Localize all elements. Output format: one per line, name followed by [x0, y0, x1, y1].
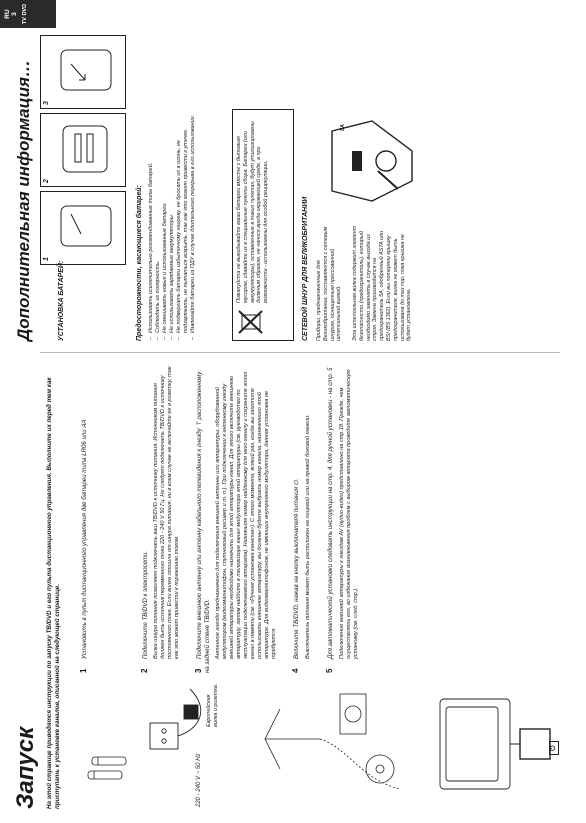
step-text: Подключите внешнюю антенну или антенну кабельного телевидения к гнезду ⊤ расположенному на задней стене TB/DVD. — [196, 371, 211, 673]
power-voltage-label: 220 - 240 V ~ 50 Hz — [196, 753, 202, 807]
remote-close-icon — [41, 36, 125, 108]
list-item: – Не использовать зарядаемые аккумуляторы. — [169, 103, 176, 333]
step-text: Установить в пульт дистанционного управления две батареи типа LR06 или AA — [81, 419, 88, 659]
page-title-start: Запуск — [12, 726, 39, 809]
step-5 — [326, 365, 360, 673]
intro-text: На этой странице приводятся инструкции по запуску TB/DVD и его пульта дистанционного управления. Выполните их перед тем как приступать к установке каналов, описанной на следующей странице. — [46, 377, 61, 809]
step-1 — [80, 365, 89, 673]
battery-step-number: 1 — [43, 257, 50, 261]
step-4 — [292, 365, 312, 673]
step-number: 4 — [291, 668, 301, 673]
uk-plug-icon — [312, 111, 422, 211]
step-subtext: Вилка шнура питания позволяет подключать ваш TB/DVD к источнику питания. Источником питания должен быть источник переменного тока 220 - 240 V 50 Гц. Не следует подключать TB/DVD к источнику постоянного тока. Если вилка отошла от шнура питания, ни в коем случае не включайте ее в розетку, так как это может привести к поражению током. — [153, 366, 181, 659]
list-item: – Не смешивать новые и использованные батареи. — [162, 103, 169, 333]
tab-page: 3 — [11, 12, 18, 16]
list-item: – Соблюдать их полярность. — [155, 103, 162, 333]
list-item: – Извлекайте батареи из ПДУ в случае длительного перерыва в его использовании. — [190, 103, 197, 333]
fuse-label: 5A — [340, 124, 346, 131]
step-subtext: Антенное гнездо предназначено для подключения внешней антенны или аппаратуры, оборудованной модулятором (видеомагнитофон, спутниковый ресивер и т. п.). При подключении к антенному гнезду внешней аппаратуры необходимо назначить для этой аппаратуры канал. Для этого включите внешнюю аппаратуру, затем найдите в телевизоре канал модулятора этой аппаратуры (см. руководство по эксплуатации подключаемого аппарата). Назначьте номер найденному для него каналу и сохраните этот канал в памяти (см. «Ручная установка каналов»). С этого момента, всякий раз, когда вы захотите использовать внешнюю аппаратуру, вы должны будете выбрать номер канала, назначенного этой аппаратуре. Для видеомагнитофонов, не имеющих внутреннего модулятора, данная установка не требуется. — [215, 371, 278, 659]
right-page — [0, 0, 586, 345]
recycling-text: Пожалуйста не выкидывайте ваши батареи вместе с бытовым мусором, сдавайте их в специальные пункты сбора. Батареи (или аккумуляторы), оставленные в таких пунктах, будут утилизированы должным образом, не нанося вреда окружающей среде, а при возможности - использованы для особой рециркуляции. — [236, 121, 270, 303]
battery-icon — [88, 757, 126, 779]
steps-list — [80, 365, 360, 673]
battery-insert-icon — [41, 114, 125, 186]
uk-plug-heading: СЕТЕВОЙ ШНУР ДЛЯ ВЕЛИКОБРИТАНИИ — [302, 196, 309, 341]
step-number: 2 — [139, 668, 149, 673]
precautions-heading: Предосторожности, касающиеся батарей: — [136, 185, 143, 341]
step-subtext: Подключение внешней аппаратуры к гнездам AV (аудио-видео) представлено на стр.18. Прежде, чем осуществлять его, во избежание возникновения проблем с выбором аппарата проведите автоматическую установку (см. след. стр.). — [338, 369, 359, 659]
step-number: 1 — [79, 668, 88, 673]
precautions-list — [148, 103, 197, 341]
recycling-note — [232, 109, 294, 341]
battery-step-frame — [40, 113, 126, 187]
list-item: – Использовать исключительно рекомендованные типы батарей. — [148, 103, 155, 333]
battery-step-number: 2 — [43, 179, 50, 183]
battery-step-frame — [40, 191, 126, 265]
crossed-bin-icon — [236, 308, 264, 336]
battery-heading: УСТАНОВКА БАТАРЕЙ: — [58, 260, 65, 341]
battery-step-frame — [40, 35, 126, 109]
step-number: 5 — [324, 668, 334, 673]
step-subtext: Выключатель питания может быть расположен на лицевой или на правой боковой панели. — [304, 414, 311, 659]
power-plug-icon — [150, 689, 201, 749]
step-2 — [141, 365, 182, 673]
fuse-text: Эта штепсельная вилка содержит элемент безопасности (предохранитель), который необходимо заменять в случае выхода из строя. Замена производится на предохранитель 5А, одобренный ASTA или BSI (BS 1362). Если вы потеряли крышку предохранителя, вилка не может быть использована до тех пор, пока крышка не будет установлена. — [352, 225, 413, 341]
tab-lang: RU — [4, 9, 11, 19]
left-page — [0, 358, 586, 823]
battery-step-number: 3 — [43, 101, 50, 105]
page-divider — [40, 352, 560, 353]
plug-caption: Европейская вилка и розетка. — [206, 683, 219, 727]
remote-open-icon — [41, 192, 125, 264]
step-text: Включите TB/DVD, нажав на кнопку выключателя питания ⏻. — [293, 478, 301, 659]
uk-plug-text: Приборы, предназначенные для Великобритании, поставляются с сетевым шнуром, оснащенным прессованной штепсельной вилкой. — [316, 226, 343, 341]
step-text: Для автоматической установки следовать инструкции на стр. 4, для ручной установки - на стр. 5 — [326, 367, 334, 659]
power-symbol-icon: ⏻ — [549, 741, 559, 755]
step-number: 3 — [194, 668, 204, 673]
tab-badge: TV DVD — [22, 3, 28, 25]
step-text: Подключите TB/DVD к электросети. — [141, 550, 149, 659]
battery-steps-figure — [40, 35, 126, 265]
tv-power-icon — [440, 699, 550, 789]
language-tab — [0, 0, 56, 28]
setup-illustrations — [80, 679, 570, 809]
page-title-info: Дополнительная информация… — [14, 60, 33, 341]
step-3 — [195, 365, 278, 673]
list-item: – Не подвергать батареи избыточному нагреву, не бросать их в огонь, не подзаряжать, не пытаться вскрыть, так как это может привести к утечке. — [176, 103, 190, 333]
antenna-cable-icon — [265, 694, 400, 789]
